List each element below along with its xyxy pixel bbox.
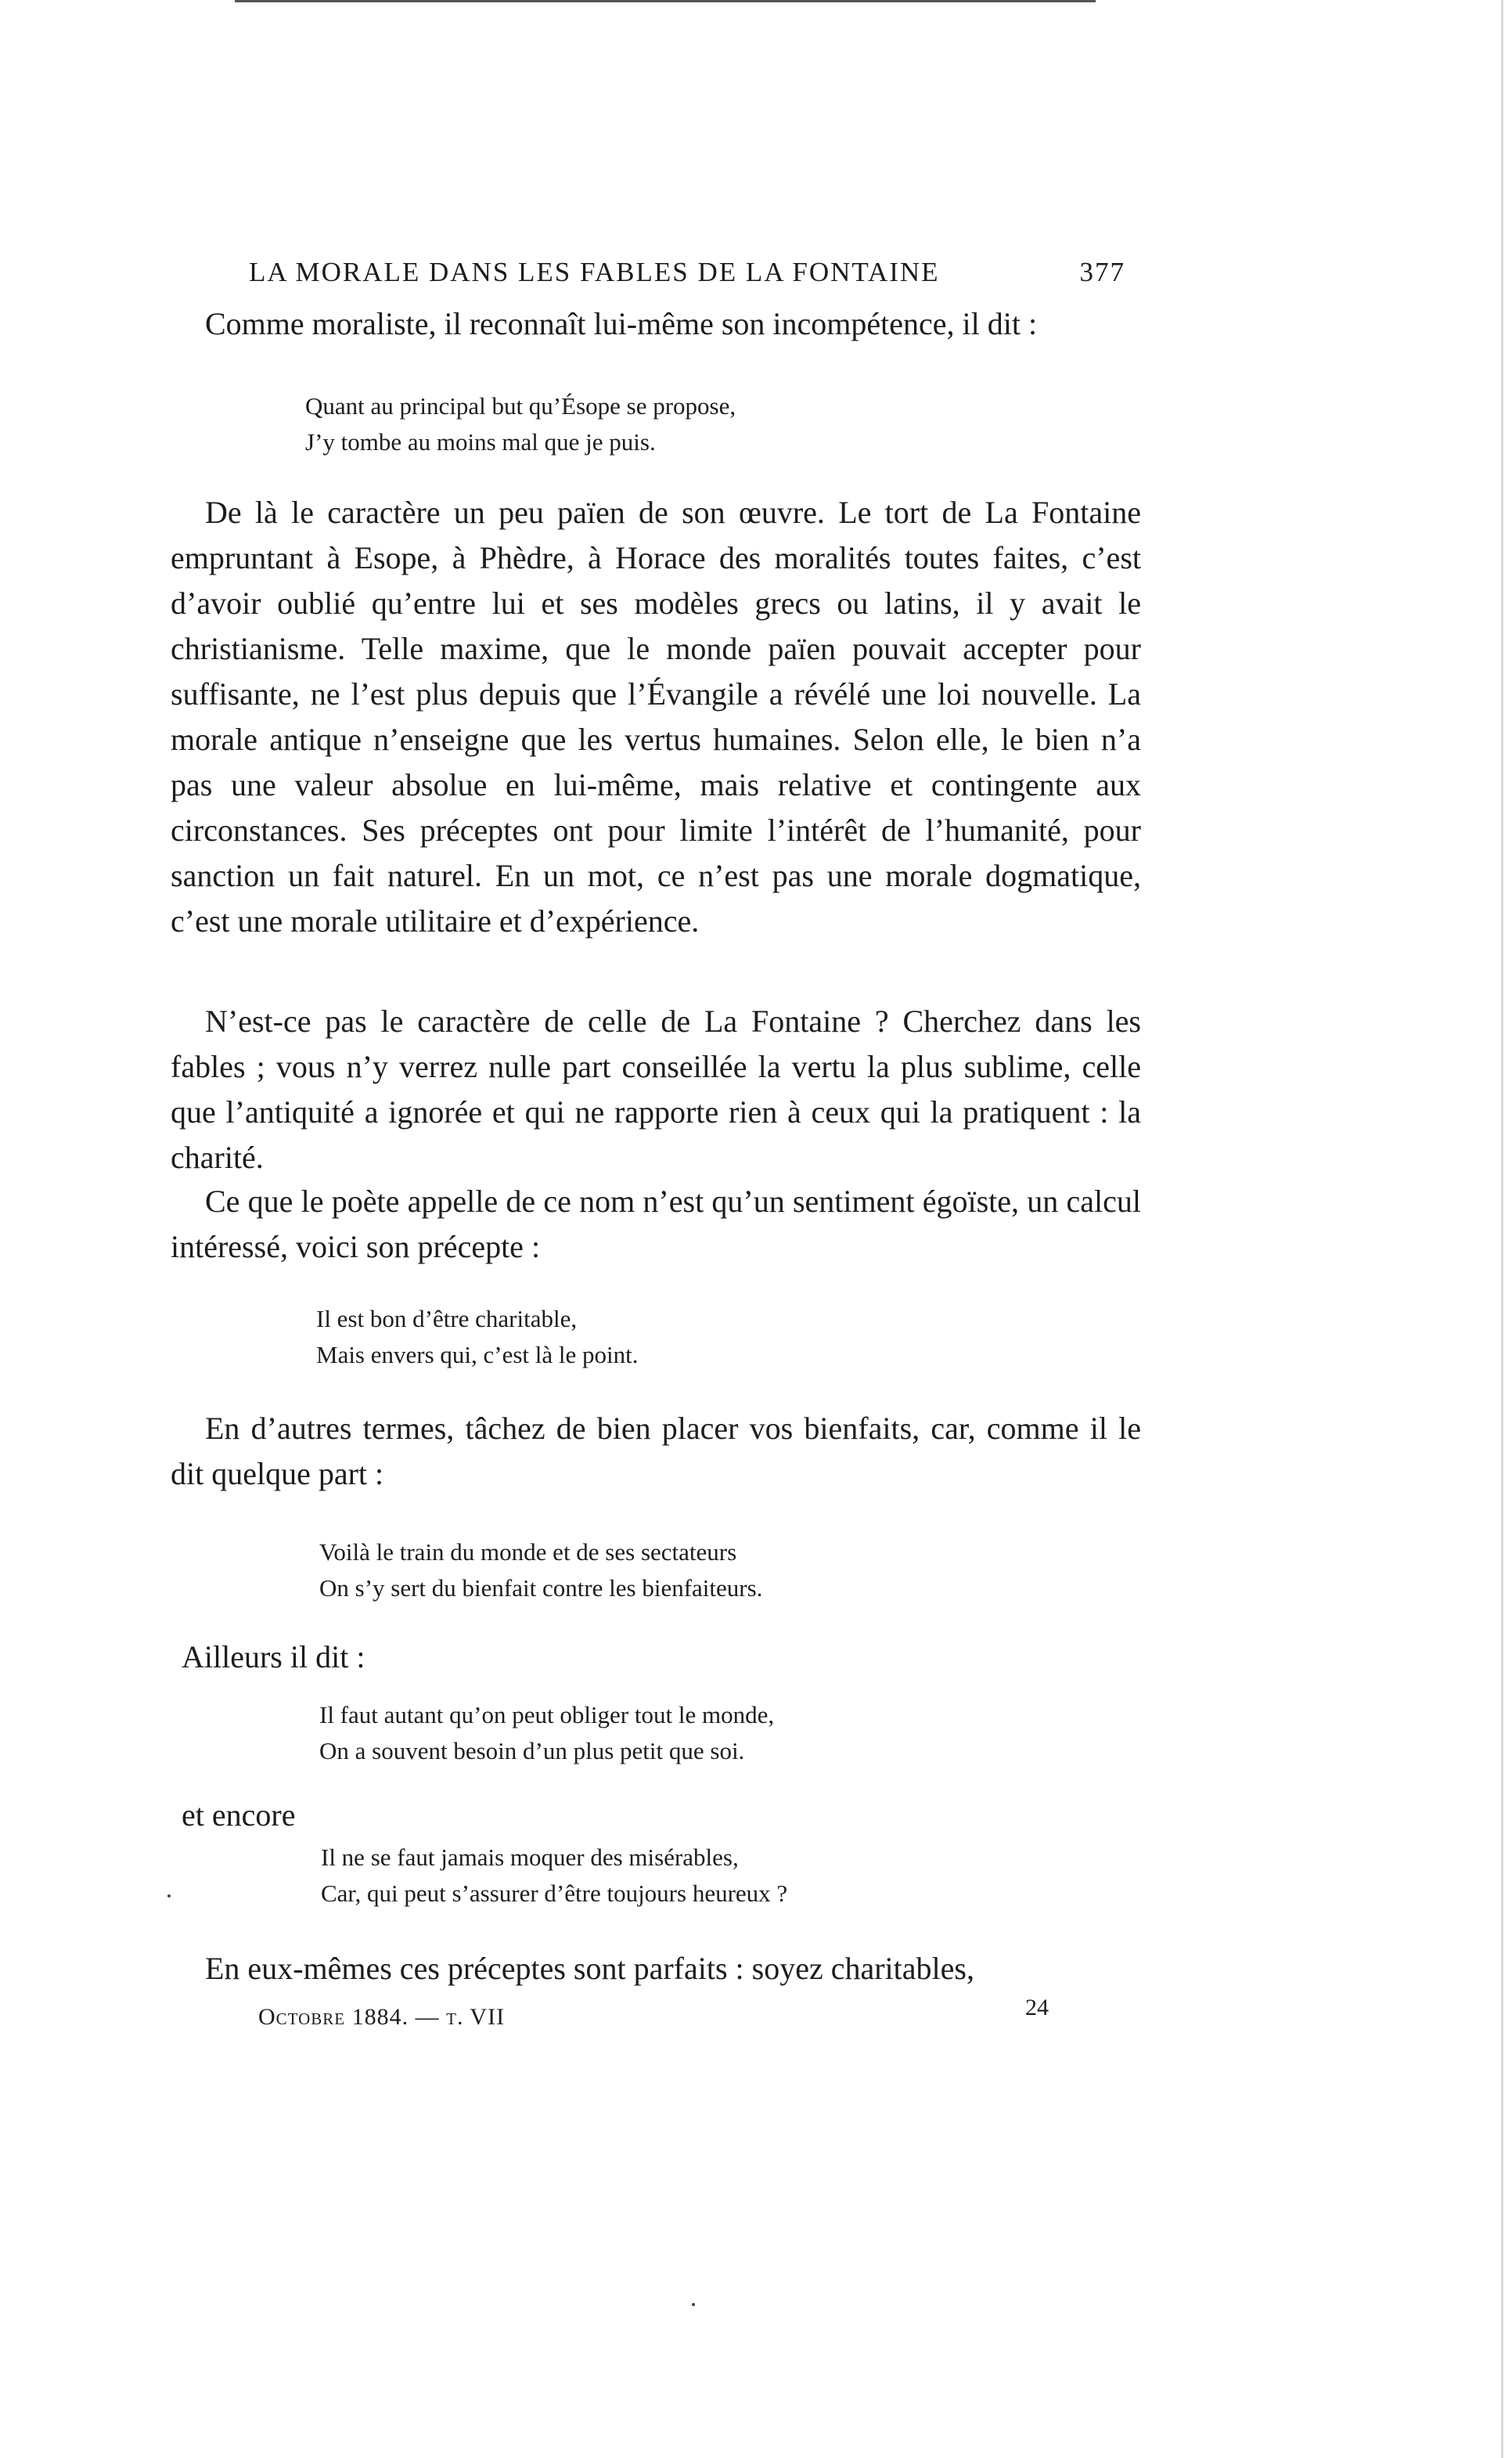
line-ailleurs: Ailleurs il dit : (182, 1639, 365, 1674)
paragraph-4: Ce que le poète appelle de ce nom n’est qu’un sentiment égoïste, un calcul intéressé, voici son précepte : (171, 1184, 1141, 1264)
paragraph-3: N’est-ce pas le caractère de celle de La Fontaine ? Cherchez dans les fables ; vous n’y verrez nulle part conseillée la vertu la plus sublime, celle que l’antiquité a ignorée et qui ne rapporte rien à ceux qui la pratiquent : la charité. (171, 1004, 1141, 1175)
line-et-encore: et encore (182, 1797, 296, 1833)
signature-mark: 24 (1025, 1995, 1049, 2020)
verse-quote-2 (316, 1301, 639, 1373)
page-number: 377 (1079, 257, 1125, 287)
paragraph-1: Comme moraliste, il reconnaît lui-même son incompétence, il dit : (205, 306, 1038, 341)
verse-line: Il est bon d’être charitable, (316, 1305, 578, 1332)
verse-line: J’y tombe au moins mal que je puis. (305, 428, 656, 456)
verse-quote-1 (305, 388, 736, 460)
ink-speck (167, 1894, 171, 1898)
verse-line: Il faut autant qu’on peut obliger tout le monde, (319, 1701, 775, 1728)
verse-quote-3 (319, 1534, 762, 1606)
running-header (249, 257, 1125, 291)
paragraph-6: En eux-mêmes ces préceptes sont parfaits : soyez charitables, (205, 1951, 974, 1986)
footer-date: Octobre 1884. — t. VII (258, 2004, 506, 2030)
verse-line: Mais envers qui, c’est là le point. (316, 1341, 639, 1368)
verse-line: Il ne se faut jamais moquer des misérables, (321, 1844, 739, 1871)
paragraph-2: De là le caractère un peu païen de son œuvre. Le tort de La Fontaine empruntant à Esope, à Phèdre, à Horace des moralités toutes faites, c’est d’avoir oublié qu’entre lui et ses modèles grecs ou latins, il y avait le christianisme. Telle maxime, que le monde païen pouvait accepter pour suffisante, ne l’est plus depuis que l’Évangile a révélé une loi nouvelle. La morale antique n’enseigne que les vertus humaines. Selon elle, le bien n’a pas une valeur absolue en lui-même, mais relative et contingente aux circonstances. Ses préceptes ont pour limite l’intérêt de l’humanité, pour sanction un fait naturel. En un mot, ce n’est pas une morale dogmatique, c’est une morale utilitaire et d’expérience. (171, 495, 1141, 939)
ink-speck (692, 2303, 695, 2306)
verse-line: On s’y sert du bienfait contre les bienfaiteurs. (319, 1574, 763, 1602)
verse-line: Quant au principal but qu’Ésope se propose, (305, 392, 736, 420)
verse-line: Voilà le train du monde et de ses sectateurs (319, 1538, 737, 1566)
paragraph-5: En d’autres termes, tâchez de bien placer vos bienfaits, car, comme il le dit quelque part : (171, 1411, 1141, 1491)
verse-line: On a souvent besoin d’un plus petit que soi. (319, 1737, 745, 1764)
scan-edge-line (235, 0, 1096, 2)
verse-quote-5 (321, 1840, 787, 1912)
scan-edge-shadow (1501, 0, 1503, 2458)
verse-quote-4 (319, 1697, 774, 1769)
page-footer (258, 1995, 1049, 2035)
verse-line: Car, qui peut s’assurer d’être toujours heureux ? (321, 1880, 788, 1907)
running-title: LA MORALE DANS LES FABLES DE LA FONTAINE (249, 257, 940, 287)
